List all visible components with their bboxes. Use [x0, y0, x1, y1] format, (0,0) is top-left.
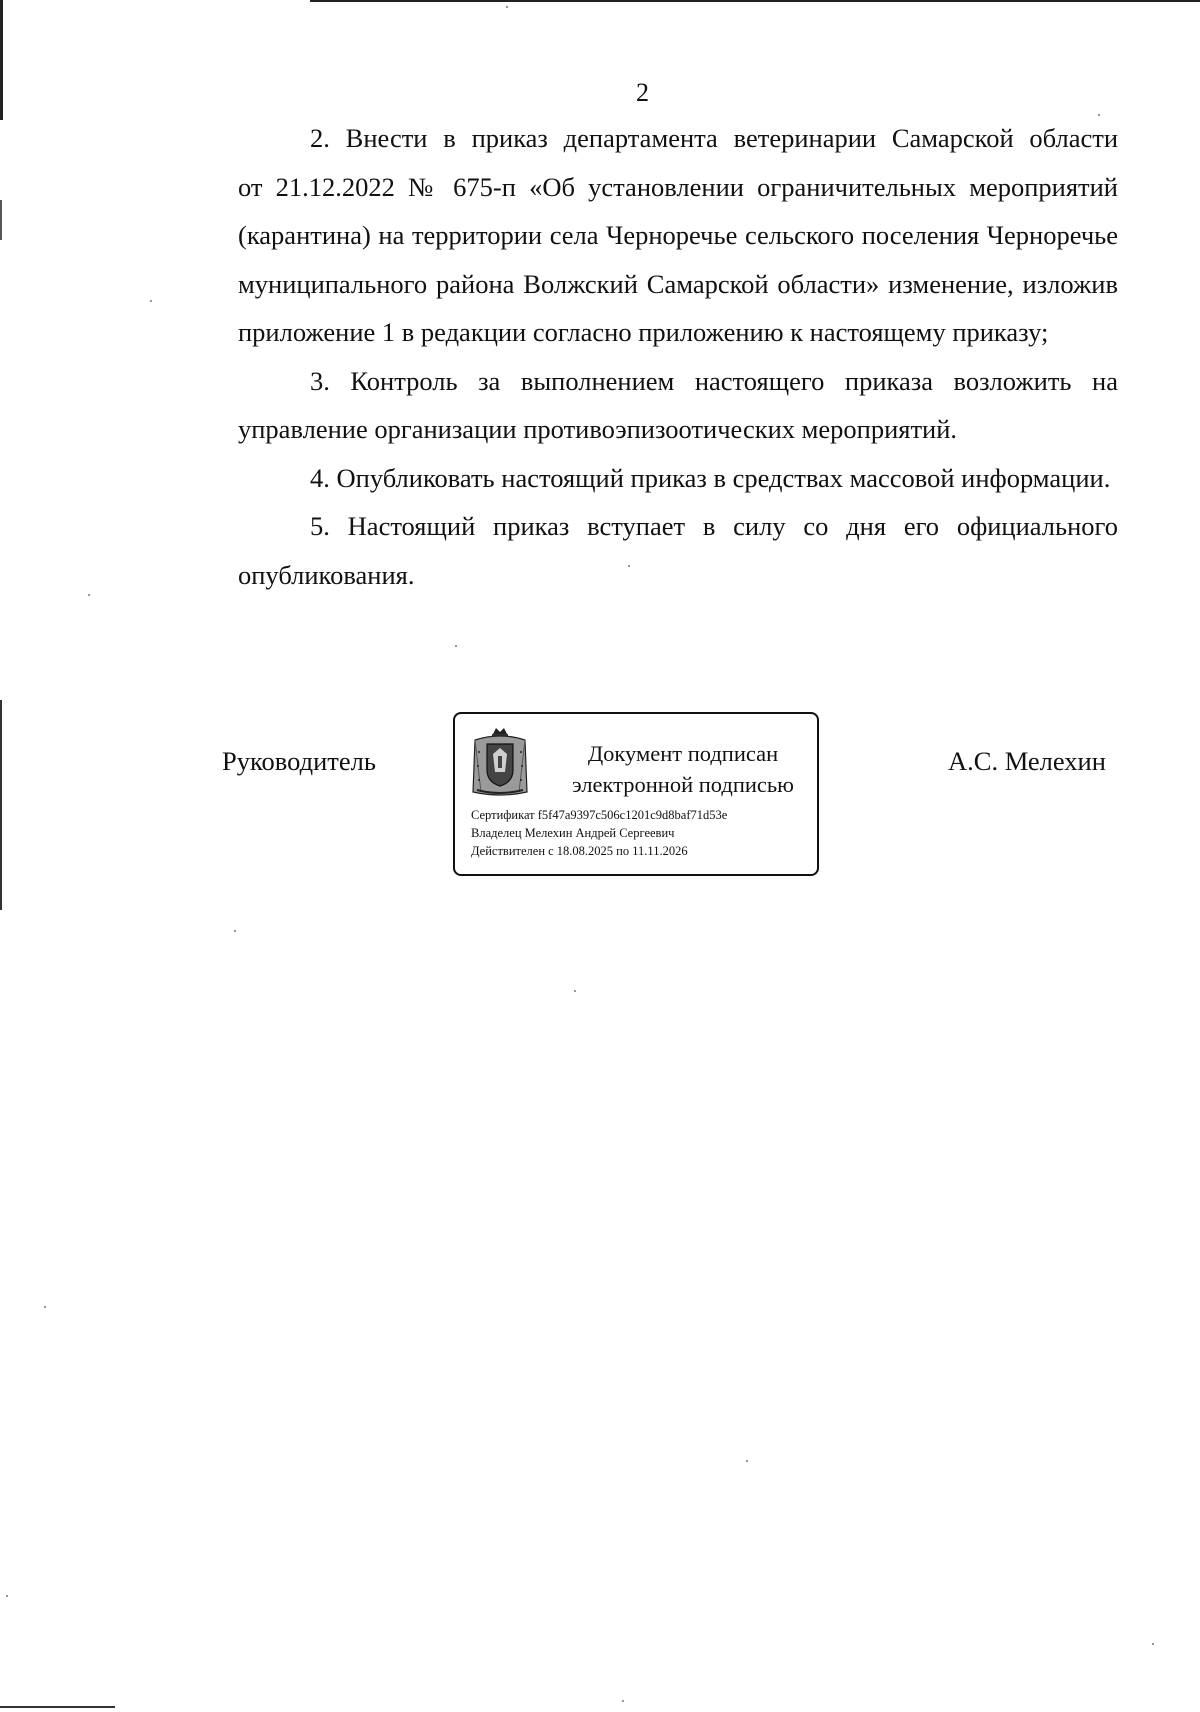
signer-name: А.С. Мелехин — [948, 746, 1106, 776]
stamp-details — [471, 806, 727, 860]
text-line: 3. Контроль за выполнением настоящего приказа возложить на — [310, 365, 1118, 396]
paragraph-3 — [166, 357, 1118, 454]
scan-edge-line — [310, 0, 1200, 2]
page-number: 2 — [636, 78, 649, 107]
scan-speck — [574, 990, 576, 992]
scan-edge-left-bar — [0, 200, 2, 240]
scan-speck — [150, 300, 152, 302]
certificate-owner: Владелец Мелехин Андрей Сергеевич — [471, 826, 675, 840]
scan-speck — [88, 594, 90, 596]
scan-speck — [622, 1700, 624, 1702]
certificate-number: Сертификат f5f47a9397c506c1201c9d8baf71d53e — [471, 808, 728, 822]
text-line: 4. Опубликовать настоящий приказ в средствах массовой информации. — [310, 462, 1111, 493]
signature-block — [0, 712, 1200, 882]
electronic-signature-stamp — [453, 712, 819, 876]
scan-speck — [1152, 1643, 1154, 1645]
text-line: 5. Настоящий приказ вступает в силу со дня его официального — [310, 511, 1118, 541]
text-line: управление организации противоэпизоотических мероприятий. — [238, 414, 958, 444]
scan-speck — [44, 1306, 46, 1308]
signer-position: Руководитель — [222, 746, 376, 776]
scan-speck — [234, 930, 236, 932]
paragraph-5 — [166, 502, 1118, 599]
text-line: (карантина) на территории села Черноречье сельского поселения Черноречье — [238, 220, 1118, 250]
stamp-heading-line: электронной подписью — [572, 772, 794, 797]
text-line: опубликования. — [238, 559, 415, 590]
stamp-heading — [555, 738, 811, 800]
text-line: муниципального района Волжский Самарской области» изменение, изложив — [238, 268, 1118, 299]
scan-edge-line — [0, 1706, 115, 1708]
paragraph-4 — [166, 454, 1118, 503]
text-line: 2. Внести в приказ департамента ветеринарии Самарской области — [310, 123, 1118, 153]
scan-speck — [6, 1595, 8, 1597]
text-line: от 21.12.2022 № 675-п «Об установлении ограничительных мероприятий — [238, 171, 1118, 202]
coat-of-arms-emblem-icon — [471, 726, 529, 798]
certificate-validity: Действителен с 18.08.2025 по 11.11.2026 — [471, 844, 688, 858]
scan-speck — [455, 645, 457, 647]
scan-speck — [506, 6, 508, 8]
document-body — [166, 114, 1118, 599]
paragraph-2 — [166, 114, 1118, 357]
scan-speck — [746, 1460, 748, 1462]
stamp-heading-line: Документ подписан — [587, 741, 779, 766]
text-line: приложение 1 в редакции согласно приложению к настоящему приказу; — [238, 317, 1049, 347]
